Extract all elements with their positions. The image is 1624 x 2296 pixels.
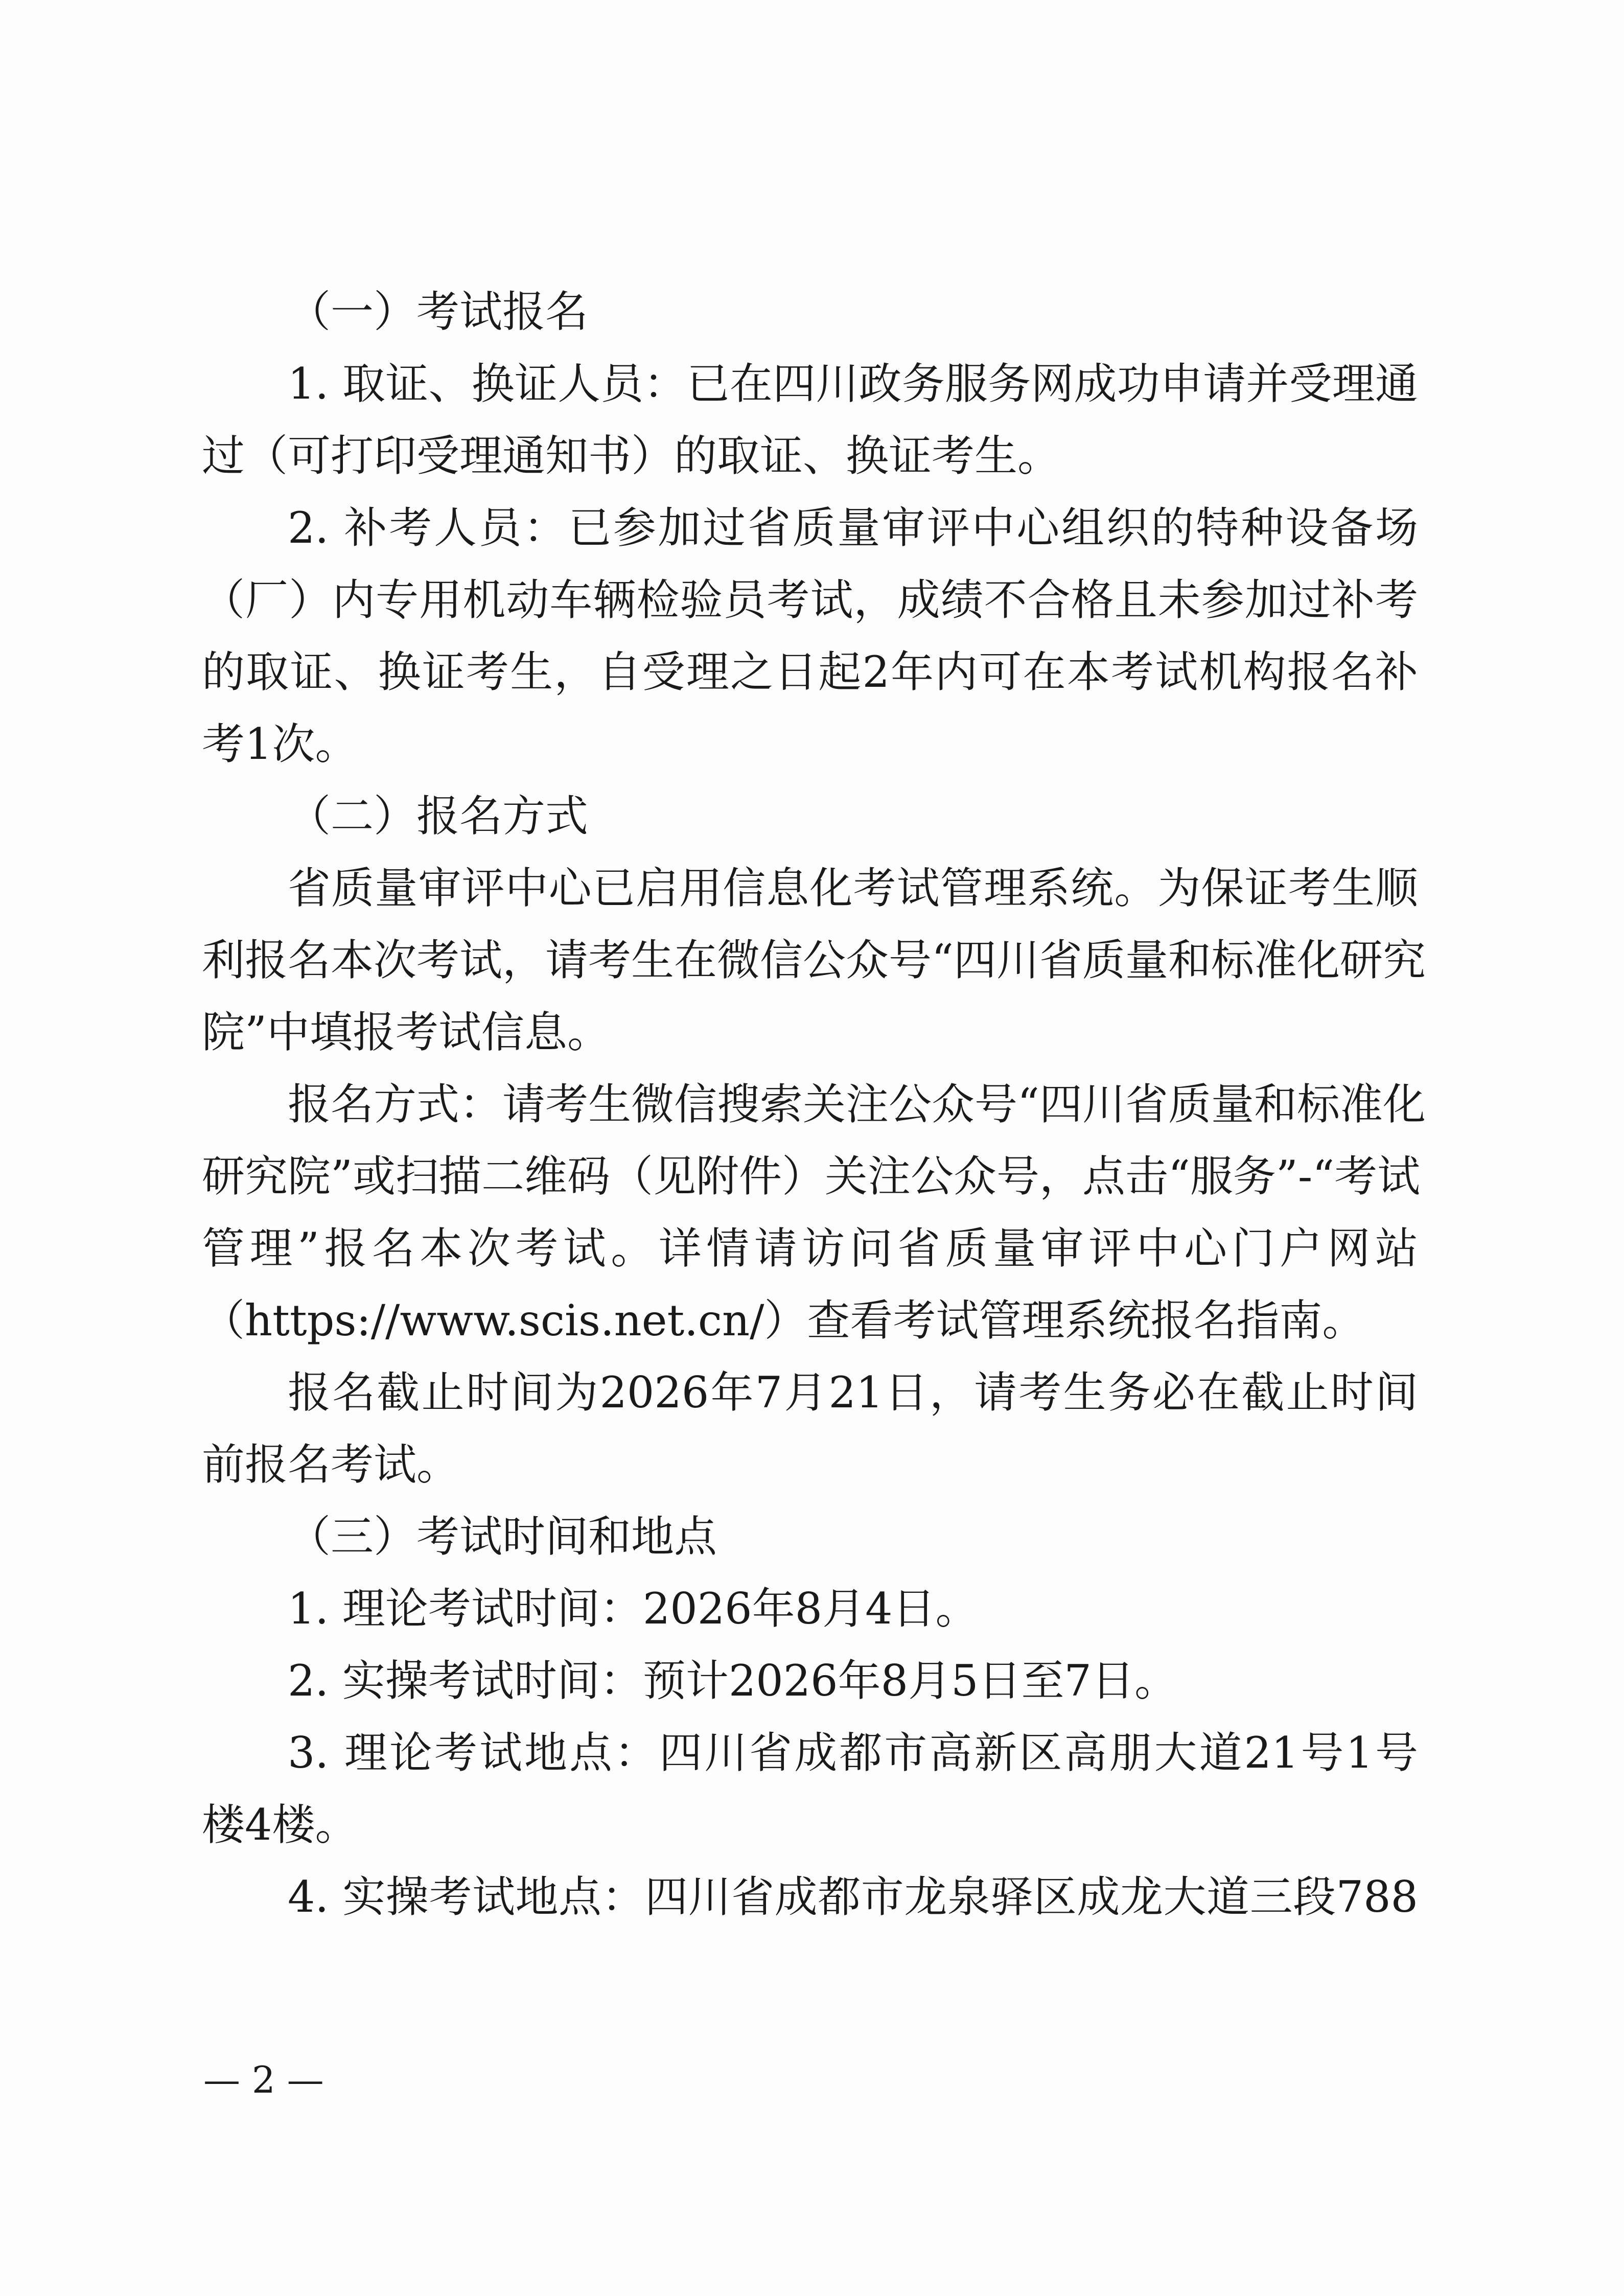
paragraph-line: 1. 理论考试时间：2026年8月4日。 bbox=[288, 1584, 979, 1634]
paragraph-line: 院”中填报考试信息。 bbox=[202, 1007, 610, 1057]
paragraph-line-url: （https://www.scis.net.cn/）查看考试管理系统报名指南。 bbox=[202, 1295, 1365, 1346]
paragraph-line: 省质量审评中心已启用信息化考试管理系统。为保证考生顺 bbox=[288, 863, 1418, 913]
paragraph-line: 4. 实操考试地点：四川省成都市龙泉驿区成龙大道三段788 bbox=[288, 1872, 1418, 1922]
paragraph-line: 前报名考试。 bbox=[202, 1440, 460, 1490]
paragraph-line: 2. 补考人员：已参加过省质量审评中心组织的特种设备场 bbox=[288, 503, 1418, 553]
section-heading-registration: （一）考试报名 bbox=[288, 287, 589, 337]
paragraph-line: 过（可打印受理通知书）的取证、换证考生。 bbox=[202, 431, 1061, 481]
paragraph-line: 管理”报名本次考试。详情请访问省质量审评中心门户网站 bbox=[202, 1223, 1418, 1273]
paragraph-line: 1. 取证、换证人员：已在四川政务服务网成功申请并受理通 bbox=[288, 359, 1418, 409]
section-heading-registration-method: （二）报名方式 bbox=[288, 791, 589, 841]
paragraph-line: 考1次。 bbox=[202, 719, 358, 769]
paragraph-line: （厂）内专用机动车辆检验员考试，成绩不合格且未参加过补考 bbox=[202, 575, 1418, 625]
paragraph-line: 3. 理论考试地点：四川省成都市高新区高朋大道21号1号 bbox=[288, 1728, 1418, 1778]
paragraph-line: 报名截止时间为2026年7月21日，请考生务必在截止时间 bbox=[288, 1367, 1418, 1418]
paragraph-line: 研究院”或扫描二维码（见附件）关注公众号，点击“服务”-“考试 bbox=[202, 1151, 1421, 1201]
section-heading-time-location: （三）考试时间和地点 bbox=[288, 1512, 717, 1562]
paragraph-line: 楼4楼。 bbox=[202, 1800, 358, 1850]
paragraph-line: 2. 实操考试时间：预计2026年8月5日至7日。 bbox=[288, 1656, 1177, 1706]
paragraph-line: 利报名本次考试，请考生在微信公众号“四川省质量和标准化研究 bbox=[202, 935, 1426, 985]
page-number: — 2 — bbox=[203, 2058, 324, 2101]
paragraph-line: 报名方式：请考生微信搜索关注公众号“四川省质量和标准化 bbox=[288, 1079, 1426, 1129]
document-body bbox=[202, 276, 1426, 1933]
paragraph-line: 的取证、换证考生，自受理之日起2年内可在本考试机构报名补 bbox=[202, 647, 1418, 697]
